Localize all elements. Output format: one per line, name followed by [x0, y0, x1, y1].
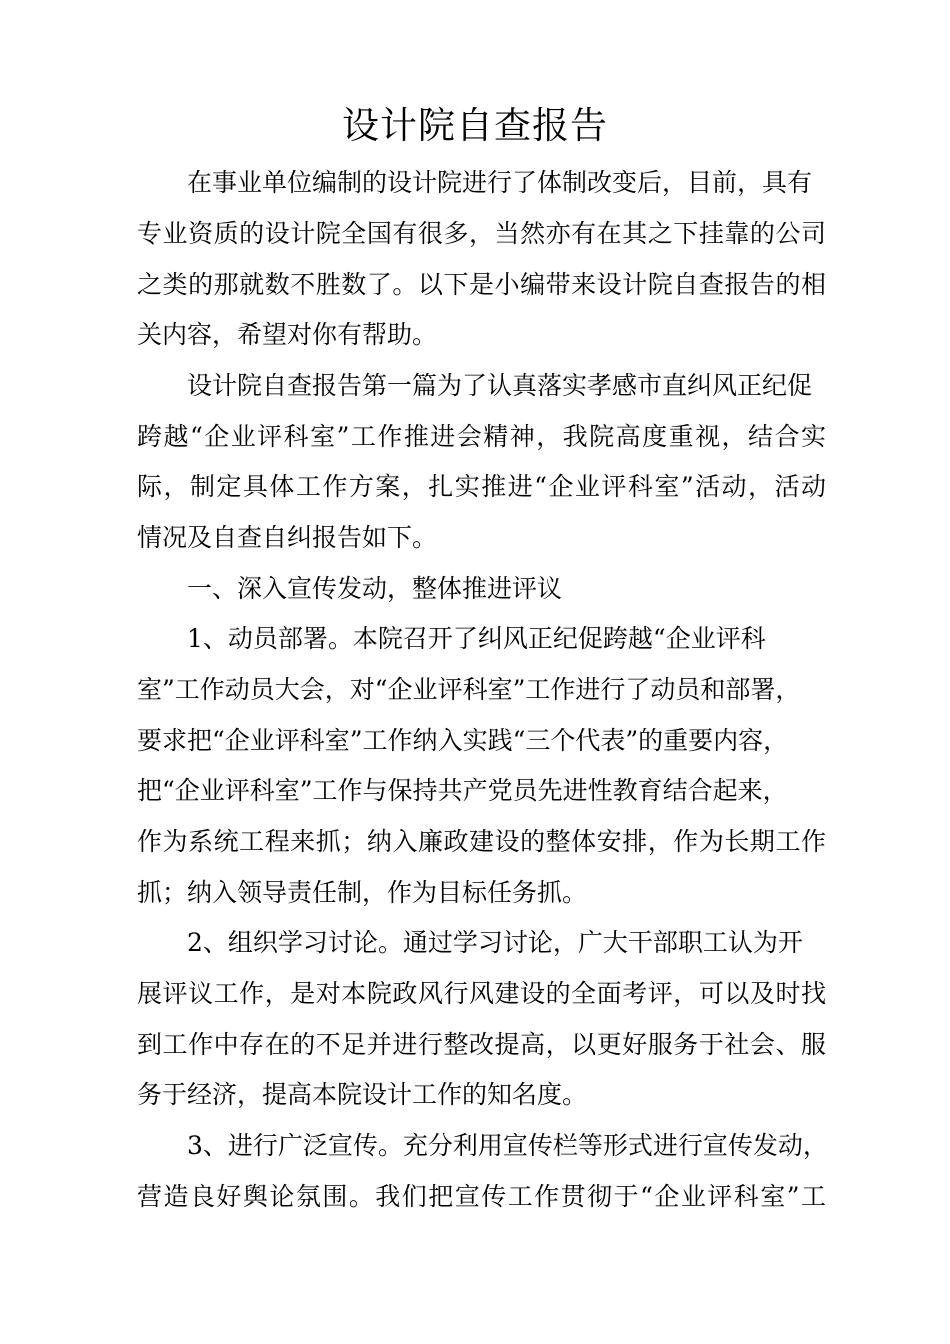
paragraph-line: 2、组织学习讨论。通过学习讨论，广大干部职工认为开 [187, 928, 803, 957]
paragraph-line: 在事业单位编制的设计院进行了体制改变后，目前，具有 [187, 168, 813, 197]
paragraph-line: 1、动员部署。本院召开了纠风正纪促跨越“企业评科 [187, 624, 766, 653]
paragraph-line: 3、进行广泛宣传。充分利用宣传栏等形式进行宣传发动， [187, 1131, 828, 1160]
paragraph-line: 之类的那就数不胜数了。以下是小编带来设计院自查报告的相 [137, 270, 826, 299]
paragraph-line: 关内容，希望对你有帮助。 [137, 320, 438, 349]
paragraph-line: 抓；纳入领导责任制，作为目标任务抓。 [137, 878, 588, 907]
paragraph-line: 务于经济，提高本院设计工作的知名度。 [137, 1080, 588, 1109]
paragraph-line: 到工作中存在的不足并进行整改提高，以更好服务于社会、服 [137, 1030, 826, 1059]
paragraph-line: 专业资质的设计院全国有很多，当然亦有在其之下挂靠的公司 [137, 219, 826, 248]
document-title: 设计院自查报告 [342, 104, 608, 147]
paragraph-line: 际，制定具体工作方案，扎实推进“企业评科室”活动，活动 [137, 472, 826, 501]
paragraph-line: 情况及自查自纠报告如下。 [137, 523, 438, 552]
section-heading: 一、深入宣传发动，整体推进评议 [187, 574, 563, 603]
paragraph-line: 营造良好舆论氛围。我们把宣传工作贯彻于“企业评科室”工 [137, 1182, 826, 1211]
paragraph-line: 把“企业评科室”工作与保持共产党员先进性教育结合起来， [137, 776, 788, 805]
paragraph-line: 室”工作动员大会，对“企业评科室”工作进行了动员和部署， [137, 675, 801, 704]
paragraph-line: 展评议工作，是对本院政风行风建设的全面考评，可以及时找 [137, 979, 826, 1008]
paragraph-line: 设计院自查报告第一篇为了认真落实孝感市直纠风正纪促 [187, 371, 813, 400]
paragraph-line: 要求把“企业评科室”工作纳入实践“三个代表”的重要内容， [137, 726, 789, 755]
paragraph-line: 作为系统工程来抓；纳入廉政建设的整体安排，作为长期工作 [137, 827, 826, 856]
paragraph-line: 跨越“企业评科室”工作推进会精神，我院高度重视，结合实 [137, 422, 826, 451]
